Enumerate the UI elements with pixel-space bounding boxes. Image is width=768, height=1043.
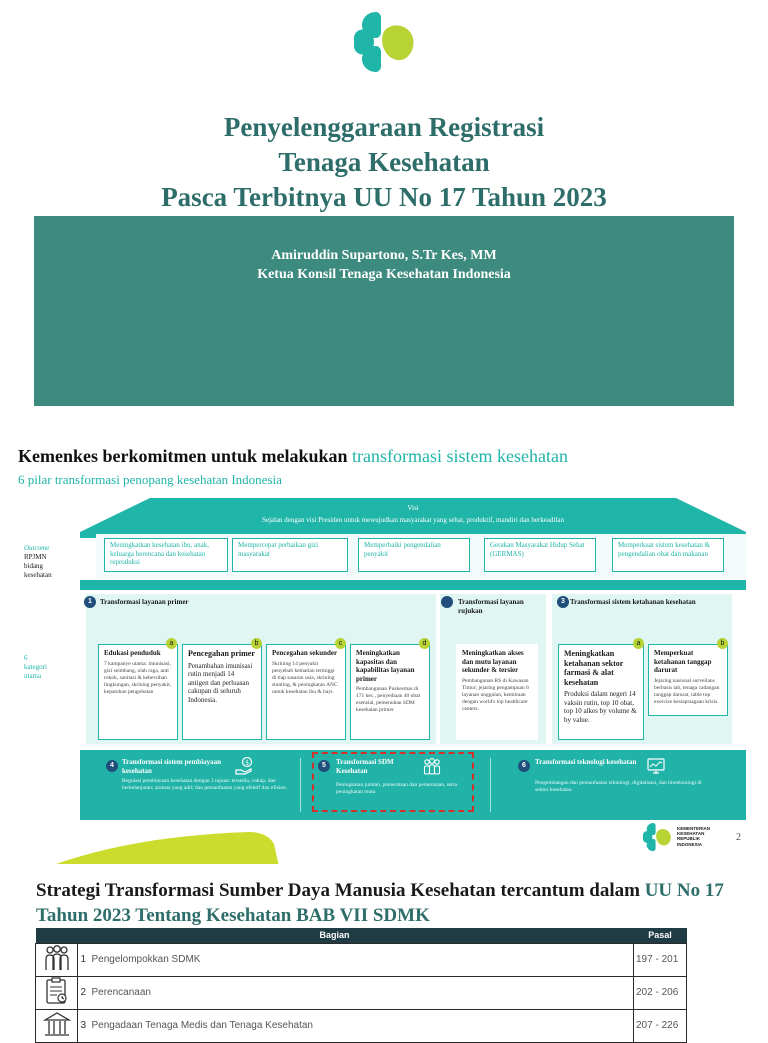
row-number: 2 xyxy=(78,976,89,1009)
ministry-line: KESEHATAN xyxy=(677,831,705,837)
card-body: Penambahan imunisasi rutin menjadi 14 antigen dan perluasan cakupan di seluruh Indonesia. xyxy=(188,661,253,704)
card-tag: a xyxy=(633,638,644,649)
table-row xyxy=(36,1009,687,1042)
title-line: Pasca Terbitnya UU No 17 Tahun 2023 xyxy=(161,182,607,212)
author-name: Amiruddin Supartono, S.Tr Kes, MM xyxy=(271,248,497,263)
column-header-pasal: Pasal xyxy=(634,928,687,943)
pillar-title: Transformasi layanan primer xyxy=(100,598,189,606)
pillar-number: 6 xyxy=(518,760,530,772)
people-group-icon xyxy=(422,756,442,776)
band-desc: Pengembangan dan pemanfaatan teknologi, digitalisasi, dan bioteknologi di sektor kesehatan. xyxy=(535,780,702,793)
pillar-title: Transformasi sistem ketahanan kesehatan xyxy=(570,598,696,606)
title-line: Tenaga Kesehatan xyxy=(278,147,490,177)
heading-accent: transformasi sistem kesehatan xyxy=(352,446,568,466)
outcome-label-rest: RPJMN bidang kesehatan xyxy=(24,553,52,579)
row-pasal: 207 - 226 xyxy=(634,1009,687,1042)
card-tag: d xyxy=(419,638,430,649)
presentation-title xyxy=(0,110,768,215)
card-body: Pembangunan Puskesmas di 171 kec., penyediaan 40 obat esensial, pemenuhan SDM kesehatan primer xyxy=(356,686,421,713)
slide-subheading: 6 pilar transformasi penopang kesehatan Indonesia xyxy=(18,472,282,487)
ministry-line: KEMENTERIAN xyxy=(677,826,711,831)
row-number: 1 xyxy=(78,943,89,976)
outcome-box: Memperkuat sistem kesehatan & pengendalian obat dan makanan xyxy=(612,538,724,572)
money-hand-icon xyxy=(234,756,254,776)
card-tanggap-darurat xyxy=(648,644,728,716)
card-farmasi-alkes xyxy=(558,644,644,740)
band-desc: Regulasi pembiayaan kesehatan dengan 3 tujuan: tersedia, cukup, dan berkelanjutan; alokasi yang adil; dan pemanfaatan yang efektif dan efisien. xyxy=(122,778,287,791)
row-icon-cell xyxy=(36,943,78,976)
card-title: Memperkuat ketahanan tanggap darurat xyxy=(654,649,712,674)
row-pasal: 197 - 201 xyxy=(634,943,687,976)
table-row xyxy=(36,976,687,1009)
bab-table xyxy=(35,928,687,1043)
card-title: Pencegahan sekunder xyxy=(272,649,338,657)
ministry-line: INDONESIA xyxy=(677,841,703,847)
band-title: Transformasi teknologi kesehatan xyxy=(535,758,637,766)
row-icon-cell xyxy=(36,1009,78,1042)
pillar-number: 5 xyxy=(318,760,330,772)
card-layanan-primer xyxy=(350,644,430,740)
slide-heading xyxy=(18,446,568,467)
outcome-box: Gerakan Masyarakat Hidup Sehat (GERMAS) xyxy=(484,538,596,572)
kemenkes-logo-icon xyxy=(642,822,672,852)
card-pencegahan-primer xyxy=(182,644,262,740)
card-edukasi xyxy=(98,644,178,740)
planning-board-icon xyxy=(42,977,72,1005)
card-title: Meningkatkan ketahanan sektor farmasi & alat kesehatan xyxy=(564,649,624,687)
kemenkes-logo-icon xyxy=(352,10,416,74)
ministry-line: REPUBLIK xyxy=(677,836,701,842)
card-tag: a xyxy=(166,638,177,649)
title-accent: UU No 17 Tahun 2023 Tentang Kesehatan BAB VII SDMK xyxy=(36,880,724,926)
slide-strategi-sdmk xyxy=(0,864,768,1031)
band-divider xyxy=(490,758,491,812)
pillar-number: 4 xyxy=(106,760,118,772)
title-line: Penyelenggaraan Registrasi xyxy=(223,112,545,142)
slide-title xyxy=(0,0,768,416)
outcome-box: Meningkatkan kesehatan ibu, anak, keluarga berencana dan kesehatan reproduksi xyxy=(104,538,228,572)
pillar-number: 3 xyxy=(557,596,569,608)
card-title: Meningkatkan akses dan mutu layanan sekunder & tersier xyxy=(462,649,524,674)
visi-text-block xyxy=(80,502,746,526)
row-name: Perencanaan xyxy=(89,976,634,1009)
page-number: 2 xyxy=(736,832,741,843)
institution-icon xyxy=(42,1010,72,1038)
pillar-number: 1 xyxy=(84,596,96,608)
outcome-box: Mempercepat perbaikan gizi masyarakat xyxy=(232,538,348,572)
heading-text: Kemenkes berkomitmen untuk melakukan xyxy=(18,446,353,466)
ministry-name xyxy=(677,826,710,847)
outcome-box: Memperbaiki pengendalian penyakit xyxy=(358,538,470,572)
card-title: Pencegahan primer xyxy=(188,649,255,658)
table-row xyxy=(36,943,687,976)
band-title: Transformasi sistem pembiayaan kesehatan xyxy=(122,758,222,775)
column-header-bagian: Bagian xyxy=(36,928,634,943)
card-body: Produksi dalam negeri 14 vaksin rutin, top 10 obat, top 10 alkes by volume & by value. xyxy=(564,690,637,724)
svg-text:$: $ xyxy=(245,759,250,767)
people-group-icon xyxy=(42,944,72,972)
slide-title xyxy=(36,878,766,928)
band-title: Transformasi SDM Kesehatan xyxy=(336,758,394,775)
divider-bar xyxy=(80,580,746,590)
card-layanan-rujukan xyxy=(456,644,538,740)
pillar-number xyxy=(441,596,453,608)
monitor-icon xyxy=(646,756,666,776)
row-name: Pengelompokkan SDMK xyxy=(89,943,634,976)
author-role: Ketua Konsil Tenaga Kesehatan Indonesia xyxy=(257,267,511,282)
card-title: Edukasi penduduk xyxy=(104,649,161,657)
outcome-label-em: Outcome xyxy=(24,544,50,552)
card-tag: b xyxy=(251,638,262,649)
row-icon-cell xyxy=(36,976,78,1009)
card-body: Pembangunan RS di Kawasan Timur; jejaring pengampuan 6 layanan unggulan, kemitraan dengan world's top healthcare centers. xyxy=(462,677,529,712)
author-box xyxy=(34,216,734,406)
card-pencegahan-sekunder xyxy=(266,644,346,740)
card-tag: b xyxy=(717,638,728,649)
slide-transformasi xyxy=(0,416,768,864)
title-text: Strategi Transformasi Sumber Daya Manusia Kesehatan tercantum dalam xyxy=(36,880,645,901)
row-name: Pengadaan Tenaga Medis dan Tenaga Kesehatan xyxy=(89,1009,634,1042)
row-pasal: 202 - 206 xyxy=(634,976,687,1009)
table-header-row xyxy=(36,928,687,943)
card-body: 7 kampanye utama: imunisasi, gizi seimbang, olah raga, anti rokok, sanitasi & kebersihan lingkungan, skrining penyakit, kepatuhan pengobatan xyxy=(104,660,172,695)
kategori-label: 6 kategori utama xyxy=(24,654,47,680)
card-body: Skrining 14 penyakit penyebab kematian tertinggi di tiap sasaran usia, skrining stunting, & peningkatan ANC untuk kesehatan ibu & bayi. xyxy=(272,660,338,695)
card-body: Jejaring nasional surveilans berbasis lab, tenaga cadangan tanggap darurat, table top exercise kesiapsiagaan krisis. xyxy=(654,677,720,705)
card-tag: c xyxy=(335,638,346,649)
row-number: 3 xyxy=(78,1009,89,1042)
band-desc: Peningkatan jumlah, pemerataan dan pemerataan, serta peningkatan mutu xyxy=(336,782,458,795)
visi-text: Sejalan dengan visi Presiden untuk mewujudkan masyarakat yang sehat, produktif, mandiri dan berkeadilan xyxy=(261,516,565,524)
pillar-title: Transformasi layanan rujukan xyxy=(458,598,524,615)
visi-label: Visi xyxy=(407,504,419,512)
card-title: Meningkatkan kapasitas dan kapabilitas layanan primer xyxy=(356,649,415,683)
outcome-label xyxy=(24,544,52,580)
